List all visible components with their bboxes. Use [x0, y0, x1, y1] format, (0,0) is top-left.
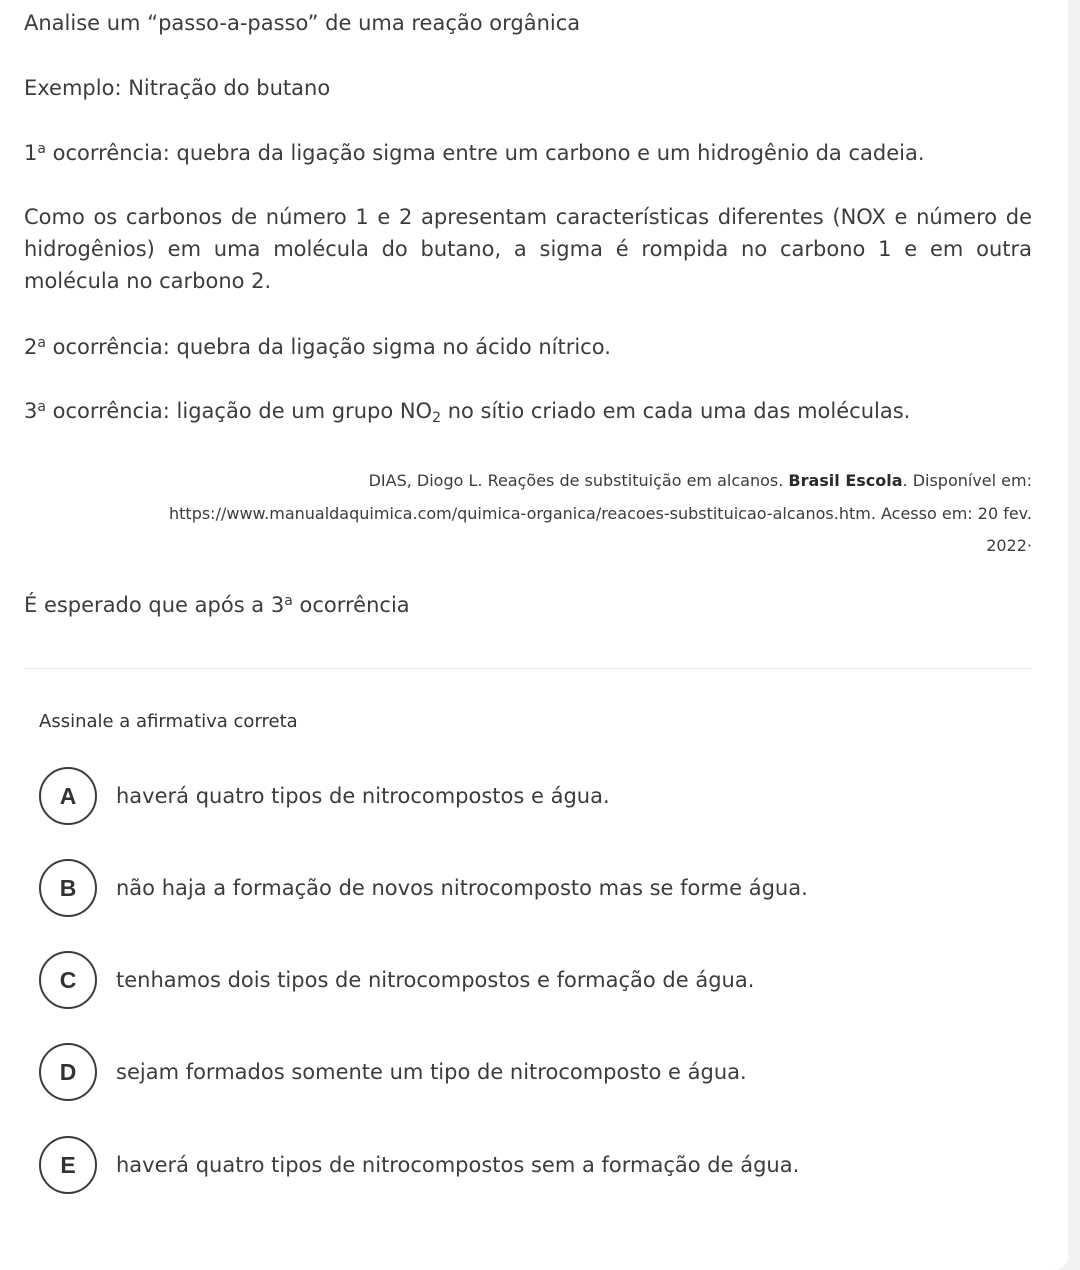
- option-a-text[interactable]: haverá quatro tipos de nitrocompostos e água.: [116, 784, 610, 808]
- step-2-ordinal: a: [37, 335, 46, 351]
- reference-line-1: [24, 465, 1032, 497]
- question-expectation: [24, 589, 1032, 621]
- option-a[interactable]: [39, 767, 1029, 829]
- option-e-text[interactable]: haverá quatro tipos de nitrocompostos sem a formação de água.: [116, 1153, 800, 1177]
- step-3-ordinal: a: [37, 399, 46, 415]
- step-1-ordinal: a: [37, 141, 46, 157]
- step-3-number: 3: [24, 399, 38, 423]
- option-b-text[interactable]: não haja a formação de novos nitrocomposto mas se forme água.: [116, 876, 808, 900]
- option-e-letter[interactable]: E: [39, 1136, 97, 1194]
- option-e[interactable]: [39, 1136, 1029, 1198]
- step-2: [24, 331, 1032, 363]
- step-2-text: ocorrência: quebra da ligação sigma no ácido nítrico.: [45, 335, 611, 359]
- option-a-letter[interactable]: A: [39, 767, 97, 825]
- step-3-text-after: no sítio criado em cada uma das moléculas.: [441, 399, 911, 423]
- option-c-letter[interactable]: C: [39, 951, 97, 1009]
- reference-suffix: . Disponível em:: [902, 471, 1032, 490]
- reference-prefix: DIAS, Diogo L. Reações de substituição em alcanos.: [368, 471, 789, 490]
- option-b[interactable]: [39, 859, 1029, 921]
- question-example: Exemplo: Nitração do butano: [24, 76, 331, 100]
- option-c-text[interactable]: tenhamos dois tipos de nitrocompostos e formação de água.: [116, 968, 755, 992]
- reference-line-2: https://www.manualdaquimica.com/quimica-organica/reacoes-substituicao-alcanos.htm. Acesso em: 20 fev.: [169, 504, 1032, 523]
- expectation-prefix: É esperado que após a: [24, 593, 271, 617]
- step-1-number: 1: [24, 141, 38, 165]
- reference-source: Brasil Escola: [788, 471, 903, 490]
- reference-line-3: 2022·: [986, 536, 1032, 555]
- option-d-letter[interactable]: D: [39, 1043, 97, 1101]
- step-3-subscript: 2: [432, 410, 442, 426]
- step-1: [24, 137, 1032, 169]
- option-d-text[interactable]: sejam formados somente um tipo de nitrocomposto e água.: [116, 1060, 747, 1084]
- option-d[interactable]: [39, 1043, 1029, 1105]
- step-2-number: 2: [24, 335, 38, 359]
- expectation-number: 3: [270, 593, 285, 617]
- expectation-ordinal: a: [284, 593, 293, 609]
- step-3-text-before: ocorrência: ligação de um grupo NO: [45, 399, 433, 423]
- option-c[interactable]: [39, 951, 1029, 1013]
- question-intro: Analise um “passo-a-passo” de uma reação orgânica: [24, 11, 581, 35]
- expectation-suffix: ocorrência: [292, 593, 410, 617]
- question-explanation: Como os carbonos de número 1 e 2 apresentam características diferentes (NOX e número de hidrogênios) em uma molécula do butano, a sigma é rompida no carbono 1 e em outra molécula no carbono 2.: [24, 205, 1032, 293]
- step-1-text: ocorrência: quebra da ligação sigma entre um carbono e um hidrogênio da cadeia.: [45, 141, 925, 165]
- step-3: [24, 395, 1032, 427]
- answer-prompt: Assinale a afirmativa correta: [39, 711, 298, 732]
- option-b-letter[interactable]: B: [39, 859, 97, 917]
- section-divider: [24, 668, 1032, 669]
